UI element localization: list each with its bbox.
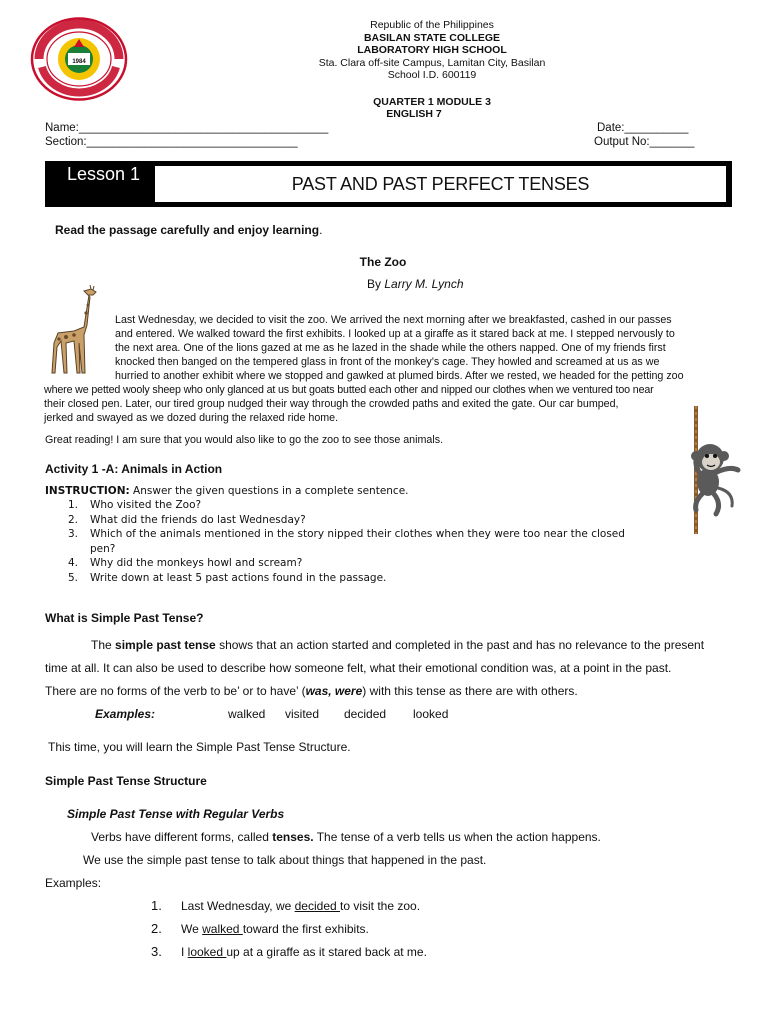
logo-year: 1984 — [72, 59, 86, 65]
question-text: Why did the monkeys howl and scream? — [90, 557, 303, 569]
story-line: their closed pen. Later, our tired group nudged their way through the crowded paths and exited the gate. Our car bumped, — [44, 398, 619, 410]
section-heading-simple-past: What is Simple Past Tense? — [45, 611, 204, 625]
intro-period: . — [319, 223, 323, 237]
header-republic: Republic of the Philippines — [370, 19, 494, 31]
text-span: ) with this tense as there are with others. — [362, 684, 578, 698]
item-number: 1. — [151, 898, 162, 913]
list-item — [68, 542, 678, 557]
list-item — [68, 527, 678, 542]
item-number: 3. — [151, 944, 162, 959]
text-span: to visit the zoo. — [340, 899, 421, 913]
question-number: 4. — [68, 557, 79, 569]
story-line: where we petted wooly sheep who only glanced at us but goats butted each other and nipped our clothes when we ventured too near — [44, 384, 654, 396]
example-word: looked — [413, 707, 449, 721]
list-item — [68, 498, 678, 513]
list-item — [151, 944, 427, 960]
term-was-were: was, were — [305, 684, 363, 698]
list-item — [68, 513, 678, 528]
date-field[interactable]: Date:__________ — [597, 122, 689, 134]
question-text: Write down at least 5 past actions found in the passage. — [90, 571, 387, 584]
story-title — [0, 255, 768, 270]
lesson-title: PAST AND PAST PERFECT TENSES — [291, 174, 590, 194]
examples-label: Examples: — [95, 707, 156, 721]
story-passage — [44, 313, 720, 425]
term-tenses: tenses. — [272, 830, 314, 844]
text-span: up at a giraffe as it stared back at me. — [226, 945, 427, 959]
activity-title: Activity 1 -A: Animals in Action — [45, 462, 223, 476]
story-line: Last Wednesday, we decided to visit the zoo. We arrived the next morning after we breakfasted, cashed in our passes — [115, 314, 672, 326]
simple-past-line-2: time at all. It can also be used to describe how someone felt, what their emotional condition was, at a point in the past. — [45, 661, 672, 675]
header-college: BASILAN STATE COLLEGE — [363, 32, 501, 44]
question-number: 1. — [68, 499, 79, 511]
story-line: jerked and swayed as we dozed during the relaxed ride home. — [44, 412, 339, 424]
story-line: and entered. We walked toward the first exhibits. I looked up at a giraffe as it stared back at me. I stepped nervously to — [115, 328, 675, 340]
example-word: walked — [228, 707, 266, 721]
example-word: visited — [285, 707, 320, 721]
question-text: What did the friends do last Wednesday? — [90, 513, 306, 526]
question-number: 5. — [68, 571, 79, 584]
header-school: LABORATORY HIGH SCHOOL — [357, 44, 507, 56]
structure-line-2: We use the simple past tense to talk about things that happened in the past. — [83, 853, 487, 867]
list-item — [151, 921, 369, 937]
item-number: 2. — [151, 921, 162, 936]
output-field[interactable]: Output No:_______ — [594, 136, 695, 148]
name-field[interactable]: Name:_______________________________________ — [45, 122, 329, 134]
section-heading-structure: Simple Past Tense Structure — [45, 774, 207, 788]
text-span: Last Wednesday, we — [181, 899, 295, 913]
text-span: toward the first exhibits. — [242, 922, 369, 936]
underlined-verb: looked — [187, 945, 227, 959]
header-subject: ENGLISH 7 — [386, 108, 442, 120]
structure-sub-heading — [67, 807, 284, 823]
lesson-label: Lesson 1 — [67, 164, 141, 184]
simple-past-line-3 — [45, 680, 578, 703]
story-line: the next area. One of the lions gazed at me as he lazed in the shade while the others napped. One of my friends first — [115, 342, 666, 354]
question-list — [68, 498, 678, 585]
question-number: 3. — [68, 528, 79, 540]
intro-text-main: Read the passage carefully and enjoy learning — [55, 223, 320, 237]
header-quarter: QUARTER 1 MODULE 3 — [373, 96, 491, 108]
underlined-verb: walked — [202, 922, 243, 936]
text-span: We — [181, 922, 203, 936]
structure-line-1 — [91, 830, 601, 845]
intro-text — [55, 223, 322, 238]
activity-instruction — [45, 484, 409, 499]
question-number — [68, 542, 90, 557]
instruction-label: INSTRUCTION: — [45, 485, 130, 497]
sub-heading-text: Simple Past Tense with Regular Verbs — [67, 807, 285, 821]
story-closing: Great reading! I am sure that you would also like to go the zoo to see those animals. — [45, 434, 444, 446]
list-item — [68, 571, 678, 586]
question-number: 2. — [68, 513, 79, 526]
story-byline — [367, 277, 464, 292]
underlined-verb: decided — [294, 899, 340, 913]
story-line: hurried to another exhibit where we stopped and gawked at plumed birds. After we rested, we headed for the petting zoo — [115, 370, 684, 382]
text-span: The tense of a verb tells us when the action happens. — [313, 830, 601, 844]
story-line: knocked then banged on the tempered glass in front of the monkey’s cage. They howled and screamed at us as we — [115, 356, 660, 368]
term-simple-past: simple past tense — [115, 638, 216, 652]
story-title-text: The Zoo — [359, 255, 407, 269]
list-item — [68, 556, 678, 571]
monkey-icon — [682, 406, 744, 534]
story-by: By — [367, 277, 385, 291]
structure-examples-label: Examples: — [45, 876, 102, 890]
list-item — [151, 898, 420, 914]
simple-past-line-1 — [91, 634, 704, 657]
header-address: Sta. Clara off-site Campus, Lamitan City, Basilan — [318, 57, 546, 69]
question-text: Which of the animals mentioned in the story nipped their clothes when they were too near the closed — [90, 528, 625, 540]
text-span: I — [181, 945, 188, 959]
story-author: Larry M. Lynch — [384, 277, 464, 291]
instruction-text: Answer the given questions in a complete sentence. — [129, 485, 409, 497]
text-span: shows that an action started and completed in the past and has no relevance to the present — [215, 638, 705, 652]
text-span: Verbs have different forms, called — [91, 830, 273, 844]
example-word: decided — [344, 707, 387, 721]
question-text: pen? — [90, 542, 116, 555]
header-school-id: School I.D. 600119 — [387, 69, 477, 81]
transition-text: This time, you will learn the Simple Past Tense Structure. — [48, 740, 351, 754]
question-text: Who visited the Zoo? — [90, 499, 202, 511]
section-field[interactable]: Section:_________________________________ — [45, 136, 298, 148]
text-span: There are no forms of the verb to be’ or to have’ ( — [45, 684, 306, 698]
text-span: The — [91, 638, 116, 652]
